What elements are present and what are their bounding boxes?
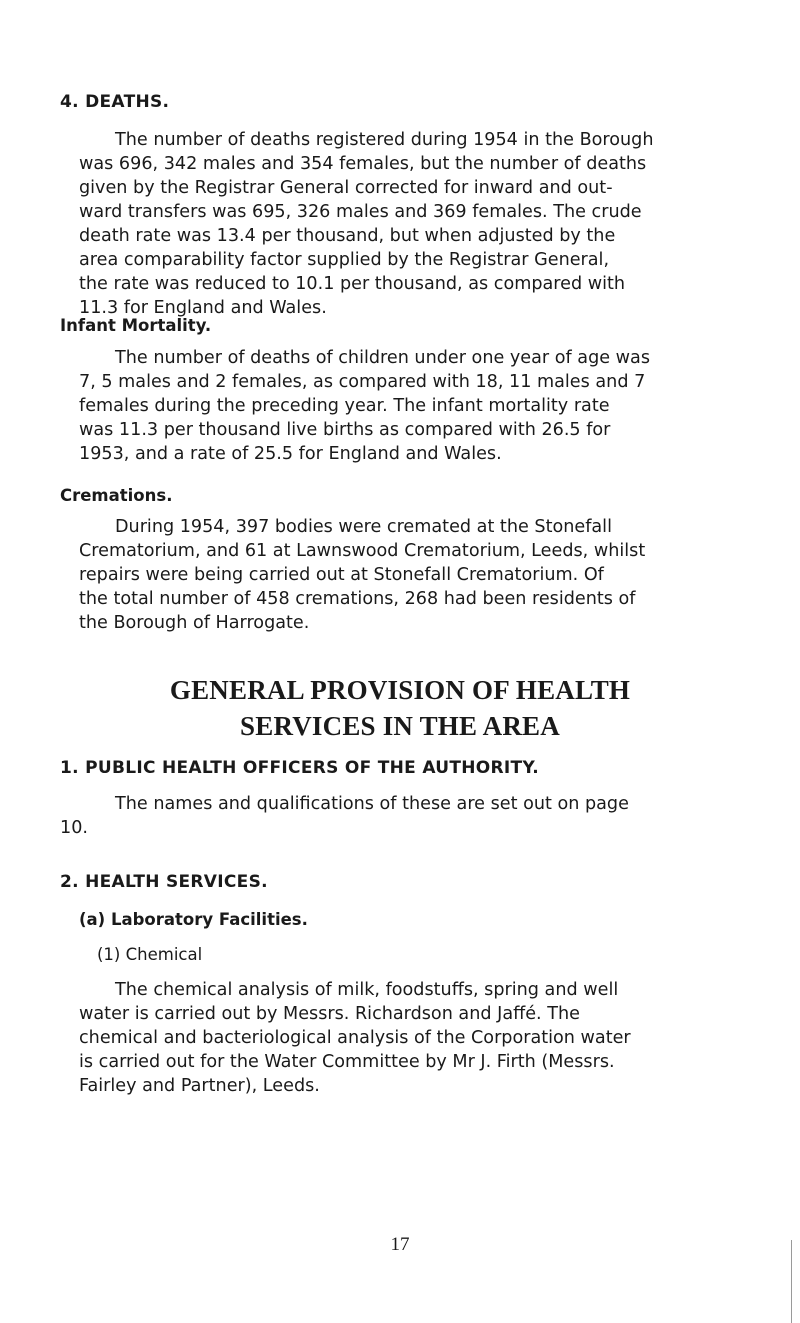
public-health-officers-paragraph: The names and qualifications of these are set out on page 10.: [60, 794, 629, 838]
scan-edge-line: [791, 1240, 792, 1323]
page-number: 17: [390, 1234, 410, 1255]
cremations-paragraph: During 1954, 397 bodies were cremated at the Stonefall Crematorium, and 61 at Lawnswood Crematorium, Leeds, whilst repairs were being carried out at Stonefall Crematorium. Of the total number of 458 cremations, 268 had been residents of the Borough of Harrogate.: [79, 517, 646, 633]
infant-mortality-heading: Infant Mortality.: [60, 316, 212, 335]
public-health-officers-heading: 1. PUBLIC HEALTH OFFICERS OF THE AUTHORITY.: [60, 758, 539, 778]
laboratory-facilities-heading: (a) Laboratory Facilities.: [79, 910, 308, 929]
deaths-paragraph: The number of deaths registered during 1954 in the Borough was 696, 342 males and 354 females, but the number of deaths given by the Registrar General corrected for inward and out- ward transfers was 695, 326 males and 369 females. The crude death rate was 13.4 per thousand, but when adjusted by the area comparability factor supplied by the Registrar General, the rate was reduced to 10.1 per thousand, as compared with 11.3 for England and Wales.: [79, 130, 654, 318]
chemical-heading: (1) Chemical: [97, 945, 203, 964]
deaths-heading: 4. DEATHS.: [60, 92, 170, 112]
general-provision-title: GENERAL PROVISION OF HEALTH SERVICES IN THE AREA: [169, 675, 631, 741]
health-services-heading: 2. HEALTH SERVICES.: [60, 872, 268, 892]
cremations-heading: Cremations.: [60, 486, 173, 505]
chemical-paragraph: The chemical analysis of milk, foodstuffs, spring and well water is carried out by Messrs. Richardson and Jaffé. The chemical and bacteriological analysis of the Corporation water is carried out for the Water Committee by Mr J. Firth (Messrs. Fairley and Partner), Leeds.: [79, 980, 631, 1096]
infant-mortality-paragraph: The number of deaths of children under one year of age was 7, 5 males and 2 females, as compared with 18, 11 males and 7 females during the preceding year. The infant mortality rate was 11.3 per thousand live births as compared with 26.5 for 1953, and a rate of 25.5 for England and Wales.: [79, 348, 650, 464]
